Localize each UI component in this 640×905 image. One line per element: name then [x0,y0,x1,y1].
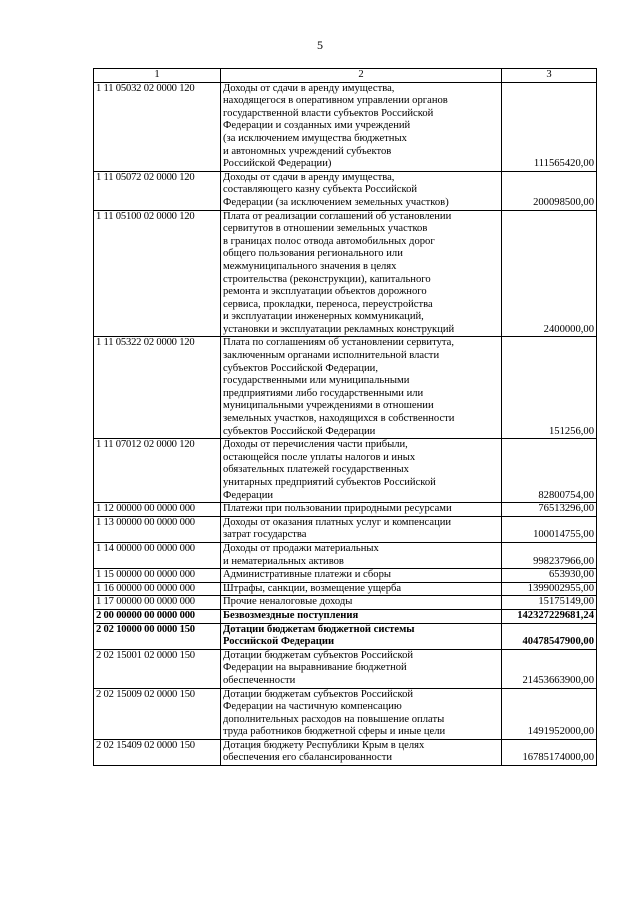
description-cell: Административные платежи и сборы [221,569,502,583]
table-row [94,542,597,568]
table-row [94,582,597,596]
code-cell: 1 11 07012 02 0000 120 [94,439,221,503]
description-cell: Платежи при пользовании природными ресурсами [221,503,502,517]
description-cell: Прочие неналоговые доходы [221,596,502,610]
code-cell: 2 02 15001 02 0000 150 [94,649,221,688]
table-row [94,739,597,765]
amount-cell: 2400000,00 [502,210,597,337]
amount-cell: 16785174000,00 [502,739,597,765]
table-body [94,82,597,765]
code-cell: 1 17 00000 00 0000 000 [94,596,221,610]
code-cell: 1 14 00000 00 0000 000 [94,542,221,568]
amount-cell: 1491952000,00 [502,688,597,739]
budget-revenue-table [93,68,597,766]
column-header-code: 1 [94,69,221,83]
page-number: 5 [317,38,323,52]
description-cell: Доходы от перечисления части прибыли, остающейся после уплаты налогов и иных обязательных платежей государственных унитарных предприятий субъектов Российской Федерации [221,439,502,503]
table-row [94,596,597,610]
table-row [94,516,597,542]
code-cell: 2 02 15409 02 0000 150 [94,739,221,765]
code-cell: 1 13 00000 00 0000 000 [94,516,221,542]
table-row [94,337,597,439]
table-row [94,569,597,583]
table-row [94,609,597,623]
description-cell: Доходы от продажи материальных и нематериальных активов [221,542,502,568]
column-header-description: 2 [221,69,502,83]
table-row [94,649,597,688]
code-cell: 1 11 05322 02 0000 120 [94,337,221,439]
amount-cell: 151256,00 [502,337,597,439]
description-cell: Плата от реализации соглашений об установлении сервитутов в отношении земельных участков в границах полос отвода автомобильных дорог общего пользования регионального или межмуниципального значения в целях строительства (реконструкции), капитального ремонта и эксплуатации объектов дорожного сервиса, прокладки, переноса, переустройства и эксплуатации инженерных коммуникаций, установки и эксплуатации рекламных конструкций [221,210,502,337]
amount-cell: 1399002955,00 [502,582,597,596]
amount-cell: 142327229681,24 [502,609,597,623]
amount-cell: 998237966,00 [502,542,597,568]
amount-cell: 21453663900,00 [502,649,597,688]
table-row [94,171,597,210]
amount-cell: 76513296,00 [502,503,597,517]
amount-cell: 200098500,00 [502,171,597,210]
description-cell: Безвозмездные поступления [221,609,502,623]
description-cell: Дотации бюджетам субъектов Российской Федерации на выравнивание бюджетной обеспеченности [221,649,502,688]
description-cell: Дотации бюджетам бюджетной системы Российской Федерации [221,623,502,649]
amount-cell: 40478547900,00 [502,623,597,649]
description-cell: Доходы от сдачи в аренду имущества, находящегося в оперативном управлении органов государственной власти субъектов Российской Федерации и созданных ими учреждений (за исключением имущества бюджетных и автономных учреждений субъектов Российской Федерации) [221,82,502,171]
amount-cell: 15175149,00 [502,596,597,610]
code-cell: 2 02 15009 02 0000 150 [94,688,221,739]
column-header-amount: 3 [502,69,597,83]
description-cell: Плата по соглашениям об установлении сервитута, заключенным органами исполнительной власти субъектов Российской Федерации, государственными или муниципальными предприятиями либо государственными или муниципальными учреждениями в отношении земельных участков, находящихся в собственности субъектов Российской Федерации [221,337,502,439]
description-cell: Дотация бюджету Республики Крым в целях обеспечения его сбалансированности [221,739,502,765]
description-cell: Доходы от сдачи в аренду имущества, составляющего казну субъекта Российской Федерации (за исключением земельных участков) [221,171,502,210]
table-row [94,503,597,517]
amount-cell: 100014755,00 [502,516,597,542]
amount-cell: 82800754,00 [502,439,597,503]
table-header-row [94,69,597,83]
table-row [94,82,597,171]
description-cell: Доходы от оказания платных услуг и компенсации затрат государства [221,516,502,542]
code-cell: 1 11 05072 02 0000 120 [94,171,221,210]
table-row [94,688,597,739]
code-cell: 1 16 00000 00 0000 000 [94,582,221,596]
code-cell: 1 11 05100 02 0000 120 [94,210,221,337]
description-cell: Штрафы, санкции, возмещение ущерба [221,582,502,596]
table-row [94,623,597,649]
code-cell: 2 00 00000 00 0000 000 [94,609,221,623]
code-cell: 1 11 05032 02 0000 120 [94,82,221,171]
description-cell: Дотации бюджетам субъектов Российской Федерации на частичную компенсацию дополнительных расходов на повышение оплаты труда работников бюджетной сферы и иные цели [221,688,502,739]
code-cell: 1 15 00000 00 0000 000 [94,569,221,583]
code-cell: 2 02 10000 00 0000 150 [94,623,221,649]
table-row [94,210,597,337]
amount-cell: 653930,00 [502,569,597,583]
table-row [94,439,597,503]
code-cell: 1 12 00000 00 0000 000 [94,503,221,517]
amount-cell: 111565420,00 [502,82,597,171]
